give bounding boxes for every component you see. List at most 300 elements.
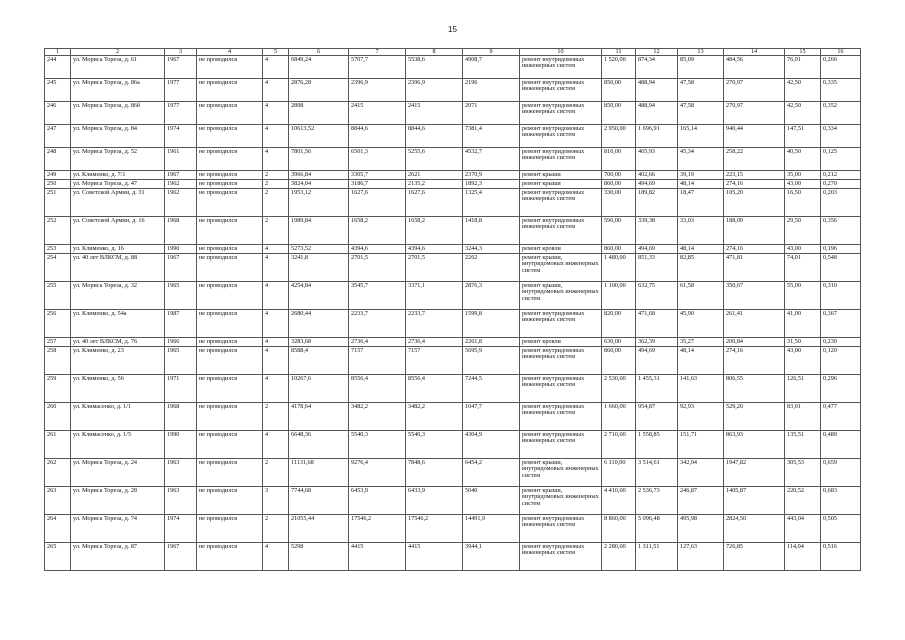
address-cell: ул. Мориса Тореза, д. 86а [71, 79, 165, 102]
table-row [45, 515, 861, 543]
last-repair-cell: не проводился [197, 180, 263, 189]
region-cost-cell: 39,19 [678, 171, 724, 180]
living-area-cell: 4415 [349, 543, 406, 571]
total-area-cell: 3241,8 [289, 254, 349, 282]
column-header-1: 1 [45, 49, 71, 56]
work-type-cell: ремонт внутридомовых инженерных систем [520, 102, 602, 125]
residential-area-cell: 5255,6 [406, 148, 463, 171]
total-cost-cell: 2 530,00 [602, 375, 636, 403]
unit-cost-cell: 0,310 [821, 282, 861, 310]
owners-cost-cell: 42,50 [785, 102, 821, 125]
floors-cell: 2 [263, 459, 289, 487]
address-cell: ул. Клименко, д. 16 [71, 245, 165, 254]
last-repair-cell: не проводился [197, 338, 263, 347]
region-cost-cell: 82,85 [678, 254, 724, 282]
fund-cost-cell: 1 455,31 [636, 375, 678, 403]
address-cell: ул. Мориса Тореза, д. 28 [71, 487, 165, 515]
unit-cost-cell: 0,367 [821, 310, 861, 338]
address-cell: ул. Мориса Тореза, д. 86б [71, 102, 165, 125]
owners-cost-cell: 43,00 [785, 245, 821, 254]
row-number-cell: 247 [45, 125, 71, 148]
city-cost-cell: 471,81 [724, 254, 785, 282]
total-area-cell: 1989,84 [289, 217, 349, 245]
unit-cost-cell: 0,505 [821, 515, 861, 543]
fund-cost-cell: 3 514,61 [636, 459, 678, 487]
apartments-area-cell: 2196 [463, 79, 520, 102]
last-repair-cell: не проводился [197, 515, 263, 543]
region-cost-cell: 48,14 [678, 245, 724, 254]
build-year-cell: 1965 [165, 282, 197, 310]
owners-cost-cell: 31,50 [785, 338, 821, 347]
row-number-cell: 248 [45, 148, 71, 171]
total-area-cell: 2898 [289, 102, 349, 125]
apartments-area-cell: 7381,4 [463, 125, 520, 148]
fund-cost-cell: 5 096,48 [636, 515, 678, 543]
region-cost-cell: 47,58 [678, 79, 724, 102]
build-year-cell: 1963 [165, 459, 197, 487]
fund-cost-cell: 362,39 [636, 338, 678, 347]
total-cost-cell: 630,00 [602, 338, 636, 347]
residential-area-cell: 2415 [406, 102, 463, 125]
living-area-cell: 3545,7 [349, 282, 406, 310]
floors-cell: 4 [263, 338, 289, 347]
total-cost-cell: 1 100,00 [602, 282, 636, 310]
build-year-cell: 1977 [165, 102, 197, 125]
fund-cost-cell: 632,75 [636, 282, 678, 310]
floors-cell: 2 [263, 180, 289, 189]
apartments-area-cell: 2876,3 [463, 282, 520, 310]
floors-cell: 4 [263, 56, 289, 79]
residential-area-cell: 8556,4 [406, 375, 463, 403]
work-type-cell: ремонт внутридомовых инженерных систем [520, 431, 602, 459]
living-area-cell: 2415 [349, 102, 406, 125]
total-area-cell: 7801,56 [289, 148, 349, 171]
city-cost-cell: 726,85 [724, 543, 785, 571]
living-area-cell: 5707,7 [349, 56, 406, 79]
apartments-area-cell: 1325,4 [463, 189, 520, 217]
owners-cost-cell: 43,00 [785, 180, 821, 189]
city-cost-cell: 188,09 [724, 217, 785, 245]
floors-cell: 4 [263, 245, 289, 254]
address-cell: ул. Мориса Тореза, д. 52 [71, 148, 165, 171]
residential-area-cell: 7157 [406, 347, 463, 375]
work-type-cell: ремонт внутридомовых инженерных систем [520, 375, 602, 403]
build-year-cell: 1971 [165, 375, 197, 403]
build-year-cell: 1967 [165, 543, 197, 571]
table-row [45, 217, 861, 245]
table-row [45, 254, 861, 282]
total-area-cell: 21055,44 [289, 515, 349, 543]
total-area-cell: 4178,64 [289, 403, 349, 431]
work-type-cell: ремонт крыши, внутридомовых инженерных систем [520, 487, 602, 515]
column-header-9: 9 [463, 49, 520, 56]
total-cost-cell: 4 410,00 [602, 487, 636, 515]
table-row [45, 487, 861, 515]
unit-cost-cell: 0,659 [821, 459, 861, 487]
city-cost-cell: 863,93 [724, 431, 785, 459]
address-cell: ул. Мориса Тореза, д. 61 [71, 56, 165, 79]
table-row [45, 282, 861, 310]
owners-cost-cell: 135,51 [785, 431, 821, 459]
region-cost-cell: 45,34 [678, 148, 724, 171]
fund-cost-cell: 2 536,73 [636, 487, 678, 515]
last-repair-cell: не проводился [197, 310, 263, 338]
column-header-8: 8 [406, 49, 463, 56]
address-cell: ул. Климасенко, д. 1/5 [71, 431, 165, 459]
fund-cost-cell: 851,33 [636, 254, 678, 282]
total-area-cell: 2680,44 [289, 310, 349, 338]
owners-cost-cell: 114,04 [785, 543, 821, 571]
work-type-cell: ремонт крыши, внутридомовых инженерных систем [520, 282, 602, 310]
total-cost-cell: 700,00 [602, 171, 636, 180]
column-header-7: 7 [349, 49, 406, 56]
column-header-6: 6 [289, 49, 349, 56]
city-cost-cell: 350,67 [724, 282, 785, 310]
owners-cost-cell: 83,01 [785, 403, 821, 431]
build-year-cell: 1977 [165, 79, 197, 102]
build-year-cell: 1974 [165, 515, 197, 543]
unit-cost-cell: 0,125 [821, 148, 861, 171]
unit-cost-cell: 0,516 [821, 543, 861, 571]
unit-cost-cell: 0,477 [821, 403, 861, 431]
table-row [45, 310, 861, 338]
living-area-cell: 17546,2 [349, 515, 406, 543]
residential-area-cell: 5538,6 [406, 56, 463, 79]
unit-cost-cell: 0,548 [821, 254, 861, 282]
row-number-cell: 259 [45, 375, 71, 403]
column-header-2: 2 [71, 49, 165, 56]
header-row [45, 49, 861, 56]
city-cost-cell: 274,16 [724, 245, 785, 254]
address-cell: ул. Клименко, д. 54а [71, 310, 165, 338]
row-number-cell: 262 [45, 459, 71, 487]
last-repair-cell: не проводился [197, 254, 263, 282]
build-year-cell: 1967 [165, 171, 197, 180]
total-cost-cell: 6 110,00 [602, 459, 636, 487]
page-number: 15 [448, 25, 457, 34]
unit-cost-cell: 0,196 [821, 245, 861, 254]
row-number-cell: 257 [45, 338, 71, 347]
work-type-cell: ремонт внутридомовых инженерных систем [520, 403, 602, 431]
owners-cost-cell: 16,50 [785, 189, 821, 217]
total-area-cell: 5298 [289, 543, 349, 571]
fund-cost-cell: 1 311,51 [636, 543, 678, 571]
build-year-cell: 1968 [165, 217, 197, 245]
address-cell: ул. Клименко, д. 56 [71, 375, 165, 403]
total-area-cell: 7744,68 [289, 487, 349, 515]
total-area-cell: 6849,24 [289, 56, 349, 79]
city-cost-cell: 529,20 [724, 403, 785, 431]
total-cost-cell: 860,00 [602, 245, 636, 254]
total-cost-cell: 590,00 [602, 217, 636, 245]
last-repair-cell: не проводился [197, 148, 263, 171]
owners-cost-cell: 43,00 [785, 347, 821, 375]
build-year-cell: 1962 [165, 180, 197, 189]
city-cost-cell: 1405,87 [724, 487, 785, 515]
work-type-cell: ремонт внутридомовых инженерных систем [520, 56, 602, 79]
living-area-cell: 6453,9 [349, 487, 406, 515]
address-cell: ул. 40 лет ВЛКСМ, д. 88 [71, 254, 165, 282]
row-number-cell: 254 [45, 254, 71, 282]
last-repair-cell: не проводился [197, 189, 263, 217]
residential-area-cell: 1627,6 [406, 189, 463, 217]
city-cost-cell: 2824,50 [724, 515, 785, 543]
apartments-area-cell: 4908,7 [463, 56, 520, 79]
living-area-cell: 8556,4 [349, 375, 406, 403]
table-row [45, 403, 861, 431]
total-area-cell: 5273,52 [289, 245, 349, 254]
living-area-cell: 8844,6 [349, 125, 406, 148]
work-type-cell: ремонт крыши, внутридомовых инженерных систем [520, 459, 602, 487]
owners-cost-cell: 35,00 [785, 171, 821, 180]
apartments-area-cell: 3244,3 [463, 245, 520, 254]
residential-area-cell: 5540,3 [406, 431, 463, 459]
living-area-cell: 2736,4 [349, 338, 406, 347]
unit-cost-cell: 0,352 [821, 102, 861, 125]
last-repair-cell: не проводился [197, 245, 263, 254]
address-cell: ул. Мориса Тореза, д. 32 [71, 282, 165, 310]
build-year-cell: 1966 [165, 338, 197, 347]
row-number-cell: 263 [45, 487, 71, 515]
floors-cell: 4 [263, 375, 289, 403]
apartments-area-cell: 4304,9 [463, 431, 520, 459]
living-area-cell: 4394,6 [349, 245, 406, 254]
total-cost-cell: 2 950,00 [602, 125, 636, 148]
city-cost-cell: 105,20 [724, 189, 785, 217]
row-number-cell: 256 [45, 310, 71, 338]
table-row [45, 543, 861, 571]
residential-area-cell: 1658,2 [406, 217, 463, 245]
residential-area-cell: 8844,6 [406, 125, 463, 148]
table-row [45, 347, 861, 375]
total-cost-cell: 1 660,00 [602, 403, 636, 431]
apartments-area-cell: 1418,8 [463, 217, 520, 245]
row-number-cell: 261 [45, 431, 71, 459]
unit-cost-cell: 0,203 [821, 189, 861, 217]
total-area-cell: 10613,52 [289, 125, 349, 148]
apartments-area-cell: 3944,1 [463, 543, 520, 571]
work-type-cell: ремонт внутридомовых инженерных систем [520, 310, 602, 338]
build-year-cell: 1987 [165, 310, 197, 338]
work-type-cell: ремонт внутридомовых инженерных систем [520, 148, 602, 171]
residential-area-cell: 2736,4 [406, 338, 463, 347]
living-area-cell: 9276,4 [349, 459, 406, 487]
apartments-area-cell: 2262 [463, 254, 520, 282]
region-cost-cell: 246,87 [678, 487, 724, 515]
column-header-13: 13 [678, 49, 724, 56]
floors-cell: 4 [263, 254, 289, 282]
total-area-cell: 2876,28 [289, 79, 349, 102]
floors-cell: 4 [263, 79, 289, 102]
fund-cost-cell: 494,69 [636, 245, 678, 254]
work-type-cell: ремонт внутридомовых инженерных систем [520, 543, 602, 571]
owners-cost-cell: 42,50 [785, 79, 821, 102]
floors-cell: 4 [263, 431, 289, 459]
fund-cost-cell: 1 558,85 [636, 431, 678, 459]
total-cost-cell: 820,00 [602, 310, 636, 338]
row-number-cell: 252 [45, 217, 71, 245]
address-cell: ул. Мориса Тореза, д. 87 [71, 543, 165, 571]
apartments-area-cell: 2071 [463, 102, 520, 125]
table-row [45, 171, 861, 180]
last-repair-cell: не проводился [197, 543, 263, 571]
total-area-cell: 8588,4 [289, 347, 349, 375]
residential-area-cell: 2396,9 [406, 79, 463, 102]
column-header-11: 11 [602, 49, 636, 56]
floors-cell: 2 [263, 171, 289, 180]
work-type-cell: ремонт внутридомовых инженерных систем [520, 79, 602, 102]
last-repair-cell: не проводился [197, 102, 263, 125]
apartments-area-cell: 2370,9 [463, 171, 520, 180]
owners-cost-cell: 29,50 [785, 217, 821, 245]
floors-cell: 2 [263, 217, 289, 245]
build-year-cell: 1967 [165, 254, 197, 282]
build-year-cell: 1990 [165, 431, 197, 459]
work-type-cell: ремонт внутридомовых инженерных систем [520, 515, 602, 543]
last-repair-cell: не проводился [197, 459, 263, 487]
address-cell: ул. 40 лет ВЛКСМ, д. 76 [71, 338, 165, 347]
floors-cell: 3 [263, 487, 289, 515]
total-cost-cell: 850,00 [602, 102, 636, 125]
address-cell: ул. Мориса Тореза, д. 74 [71, 515, 165, 543]
region-cost-cell: 47,58 [678, 102, 724, 125]
work-type-cell: ремонт кровли [520, 338, 602, 347]
total-cost-cell: 810,00 [602, 148, 636, 171]
floors-cell: 4 [263, 310, 289, 338]
region-cost-cell: 92,93 [678, 403, 724, 431]
column-header-5: 5 [263, 49, 289, 56]
last-repair-cell: не проводился [197, 282, 263, 310]
total-cost-cell: 1 520,00 [602, 56, 636, 79]
fund-cost-cell: 488,94 [636, 102, 678, 125]
floors-cell: 4 [263, 543, 289, 571]
residential-area-cell: 2621 [406, 171, 463, 180]
address-cell: ул. Клименко, д. 7/1 [71, 171, 165, 180]
table-row [45, 56, 861, 79]
last-repair-cell: не проводился [197, 171, 263, 180]
total-area-cell: 10267,6 [289, 375, 349, 403]
residential-area-cell: 17546,2 [406, 515, 463, 543]
address-cell: ул. Советской Армии, д. 16 [71, 217, 165, 245]
table-body [45, 56, 861, 571]
fund-cost-cell: 471,68 [636, 310, 678, 338]
living-area-cell: 3186,7 [349, 180, 406, 189]
fund-cost-cell: 494,69 [636, 180, 678, 189]
fund-cost-cell: 339,38 [636, 217, 678, 245]
owners-cost-cell: 40,50 [785, 148, 821, 171]
residential-area-cell: 2233,7 [406, 310, 463, 338]
living-area-cell: 2396,9 [349, 79, 406, 102]
floors-cell: 4 [263, 347, 289, 375]
city-cost-cell: 274,16 [724, 347, 785, 375]
unit-cost-cell: 0,356 [821, 217, 861, 245]
row-number-cell: 244 [45, 56, 71, 79]
living-area-cell: 2233,7 [349, 310, 406, 338]
last-repair-cell: не проводился [197, 79, 263, 102]
last-repair-cell: не проводился [197, 56, 263, 79]
fund-cost-cell: 465,93 [636, 148, 678, 171]
living-area-cell: 7157 [349, 347, 406, 375]
work-type-cell: ремонт внутридомовых инженерных систем [520, 347, 602, 375]
region-cost-cell: 141,63 [678, 375, 724, 403]
city-cost-cell: 274,16 [724, 180, 785, 189]
fund-cost-cell: 874,34 [636, 56, 678, 79]
column-header-12: 12 [636, 49, 678, 56]
work-type-cell: ремонт крыши, внутридомовых инженерных систем [520, 254, 602, 282]
floors-cell: 4 [263, 125, 289, 148]
region-cost-cell: 48,14 [678, 347, 724, 375]
table-row [45, 102, 861, 125]
living-area-cell: 1627,6 [349, 189, 406, 217]
city-cost-cell: 270,97 [724, 102, 785, 125]
row-number-cell: 251 [45, 189, 71, 217]
floors-cell: 2 [263, 403, 289, 431]
owners-cost-cell: 443,04 [785, 515, 821, 543]
residential-area-cell: 3371,1 [406, 282, 463, 310]
residential-area-cell: 4415 [406, 543, 463, 571]
total-cost-cell: 1 480,00 [602, 254, 636, 282]
apartments-area-cell: 2261,8 [463, 338, 520, 347]
owners-cost-cell: 126,51 [785, 375, 821, 403]
total-cost-cell: 850,00 [602, 79, 636, 102]
unit-cost-cell: 0,266 [821, 56, 861, 79]
city-cost-cell: 261,41 [724, 310, 785, 338]
apartments-area-cell: 7244,5 [463, 375, 520, 403]
fund-cost-cell: 1 696,91 [636, 125, 678, 148]
region-cost-cell: 165,14 [678, 125, 724, 148]
build-year-cell: 1965 [165, 347, 197, 375]
column-header-15: 15 [785, 49, 821, 56]
row-number-cell: 260 [45, 403, 71, 431]
last-repair-cell: не проводился [197, 403, 263, 431]
floors-cell: 4 [263, 282, 289, 310]
residential-area-cell: 2135,2 [406, 180, 463, 189]
row-number-cell: 246 [45, 102, 71, 125]
table-row [45, 338, 861, 347]
row-number-cell: 249 [45, 171, 71, 180]
address-cell: ул. Мориса Тореза, д. 47 [71, 180, 165, 189]
last-repair-cell: не проводился [197, 217, 263, 245]
city-cost-cell: 806,55 [724, 375, 785, 403]
build-year-cell: 1968 [165, 403, 197, 431]
unit-cost-cell: 0,683 [821, 487, 861, 515]
floors-cell: 4 [263, 102, 289, 125]
table-row [45, 79, 861, 102]
owners-cost-cell: 55,00 [785, 282, 821, 310]
build-year-cell: 1990 [165, 245, 197, 254]
apartments-area-cell: 4532,7 [463, 148, 520, 171]
residential-area-cell: 7848,6 [406, 459, 463, 487]
total-cost-cell: 330,00 [602, 189, 636, 217]
work-type-cell: ремонт крыши [520, 180, 602, 189]
row-number-cell: 265 [45, 543, 71, 571]
unit-cost-cell: 0,120 [821, 347, 861, 375]
city-cost-cell: 1947,82 [724, 459, 785, 487]
column-header-3: 3 [165, 49, 197, 56]
build-year-cell: 1962 [165, 189, 197, 217]
floors-cell: 2 [263, 515, 289, 543]
apartments-area-cell: 1892,3 [463, 180, 520, 189]
owners-cost-cell: 74,01 [785, 254, 821, 282]
living-area-cell: 3482,2 [349, 403, 406, 431]
column-header-14: 14 [724, 49, 785, 56]
city-cost-cell: 258,22 [724, 148, 785, 171]
last-repair-cell: не проводился [197, 375, 263, 403]
row-number-cell: 258 [45, 347, 71, 375]
total-area-cell: 3824,04 [289, 180, 349, 189]
region-cost-cell: 151,71 [678, 431, 724, 459]
total-cost-cell: 2 280,00 [602, 543, 636, 571]
